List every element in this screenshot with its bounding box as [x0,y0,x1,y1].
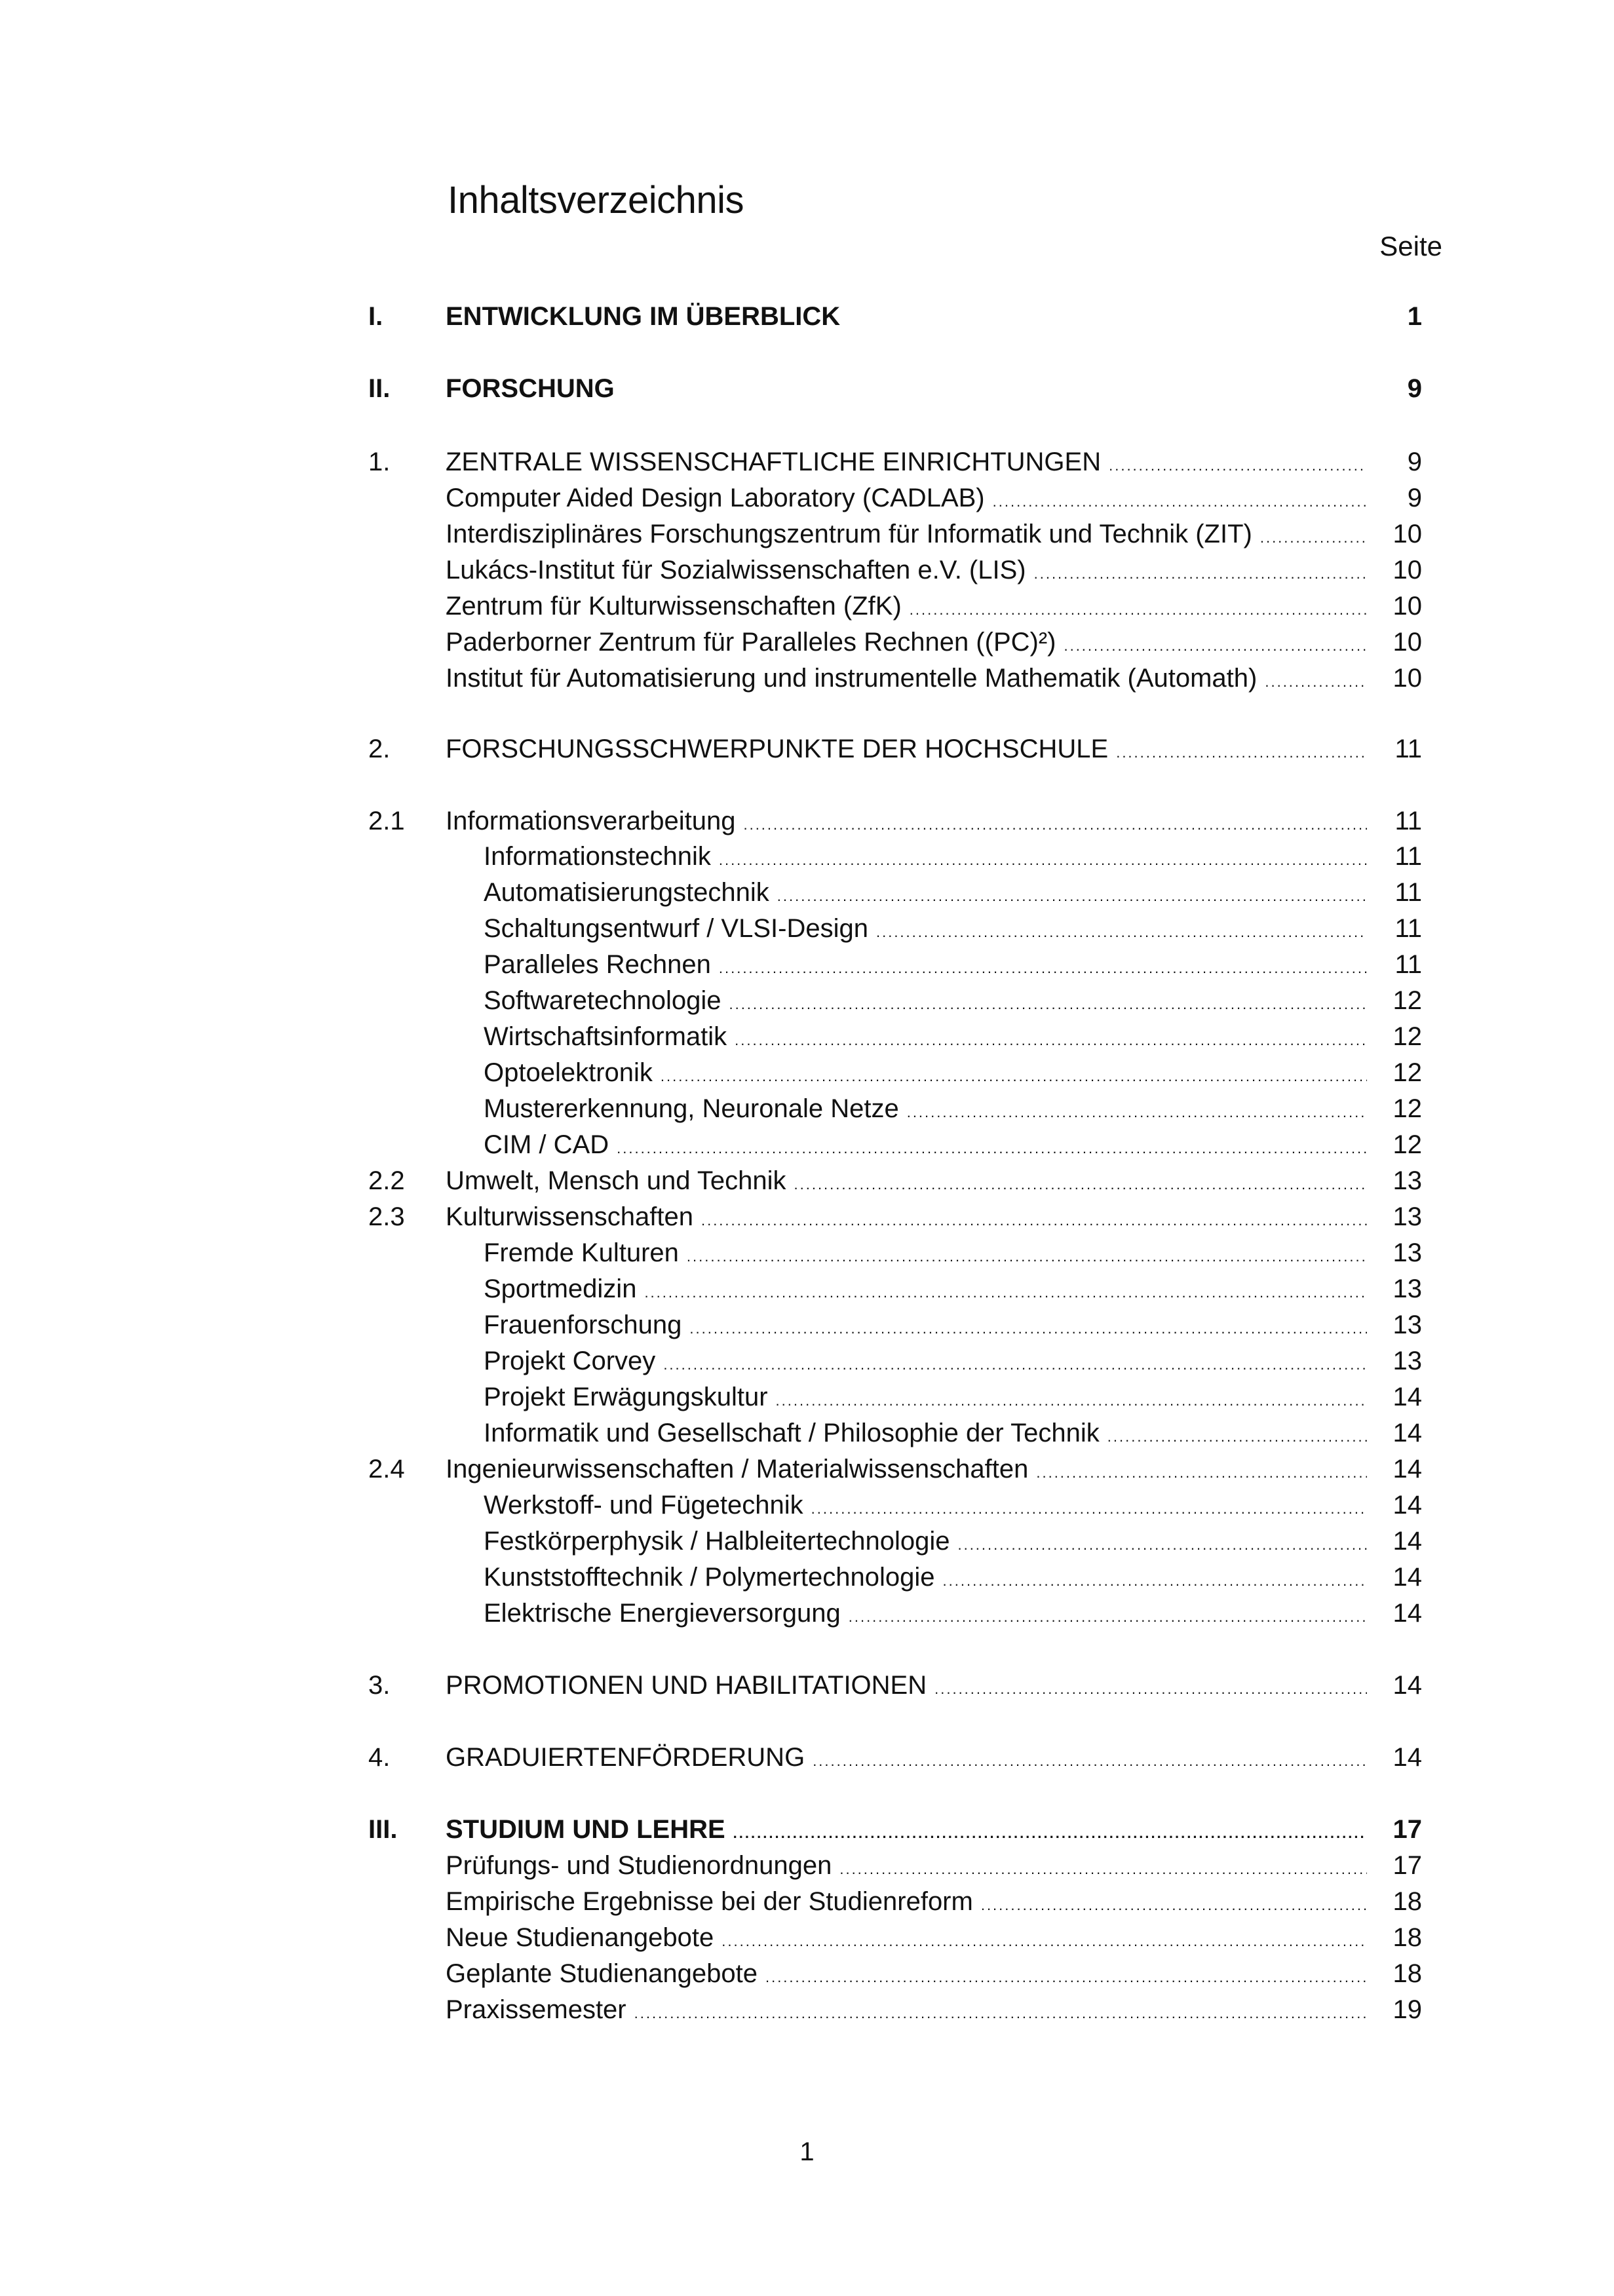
toc-entry-label: Paderborner Zentrum für Paralleles Rechnen ((PC)²) [446,628,1056,657]
toc-entry-label: Institut für Automatisierung und instrumentelle Mathematik (Automath) [446,664,1258,693]
toc-entry-label: Softwaretechnologie [484,986,721,1015]
toc-entry-number: II. [368,374,391,403]
dot-leader [839,1853,1367,1886]
toc-entry [484,840,1422,873]
toc-entry-label: Praxissemester [446,1995,626,2024]
toc-entry [484,1020,1422,1053]
toc-entry [368,1164,1422,1197]
toc-entry-label: Zentrum für Kulturwissenschaften (ZfK) [446,592,902,621]
toc-entry-label: Wirtschaftsinformatik [484,1022,727,1051]
toc-entry [484,1489,1422,1521]
dot-leader [719,952,1367,985]
dot-leader [1034,558,1367,590]
dot-leader [1116,737,1367,769]
toc-entry-label: Festkörperphysik / Halbleitertechnologie [484,1527,950,1556]
toc-entry-label: Automatisierungstechnik [484,878,769,907]
toc-entry [446,662,1422,695]
toc-entry-number: III. [368,1815,398,1844]
toc-entry-page: 13 [1393,1274,1422,1303]
toc-entry-page: 14 [1393,1743,1422,1772]
toc-entry [484,1417,1422,1449]
toc-entry-label: Schaltungsentwurf / VLSI-Design [484,914,868,943]
toc-entry-label: Prüfungs- und Studienordnungen [446,1851,832,1880]
toc-entry-page: 11 [1394,807,1422,835]
dot-leader [765,1961,1367,1994]
dot-leader [910,594,1367,626]
toc-entry-label: CIM / CAD [484,1130,609,1159]
toc-entry-page: 11 [1394,878,1422,907]
toc-entry-label: PROMOTIONEN UND HABILITATIONEN [446,1671,927,1700]
toc-entry-page: 1 [1407,302,1422,331]
toc-entry-page: 11 [1394,842,1422,871]
dot-leader [733,1817,1367,1850]
dot-leader [663,1349,1367,1381]
toc-entry-page: 13 [1393,1166,1422,1195]
toc-entry-label: GRADUIERTENFÖRDERUNG [446,1743,805,1772]
dot-leader [1036,1457,1367,1489]
toc-entry-page: 10 [1393,556,1422,584]
dot-leader [644,1276,1367,1309]
toc-entry-label: Umwelt, Mensch und Technik [446,1166,786,1195]
toc-entry-page: 14 [1393,1563,1422,1592]
dot-leader [1265,666,1367,698]
toc-entry-label: Computer Aided Design Laboratory (CADLAB) [446,484,985,512]
dot-leader [849,1601,1367,1634]
dot-leader [957,1529,1367,1561]
toc-entry-page: 10 [1393,520,1422,548]
toc-entry-label: FORSCHUNGSSCHWERPUNKTE DER HOCHSCHULE [446,735,1109,763]
toc-entry-number: I. [368,302,383,331]
dot-leader [777,880,1367,913]
toc-entry [484,1056,1422,1089]
toc-entry-page: 12 [1393,986,1422,1015]
dot-leader [735,1024,1367,1057]
toc-entry [368,446,1422,478]
toc-entry-number: 2.2 [368,1166,405,1195]
dot-leader [719,844,1367,877]
toc-entry [446,1921,1422,1954]
toc-entry-number: 2.1 [368,807,405,835]
dot-leader [1064,630,1367,662]
toc-entry [446,482,1422,514]
dot-leader [634,1997,1367,2030]
toc-entry [446,554,1422,586]
toc-entry [484,984,1422,1017]
toc-entry-page: 13 [1393,1311,1422,1339]
toc-entry [368,805,1422,837]
toc-entry-label: Interdisziplinäres Forschungszentrum für Informatik und Technik (ZIT) [446,520,1252,548]
toc-entry-label: Mustererkennung, Neuronale Netze [484,1094,899,1123]
toc-entry-label: Kunststofftechnik / Polymertechnologie [484,1563,935,1592]
toc-entry-page: 17 [1393,1815,1422,1844]
toc-entry [368,1453,1422,1485]
toc-entry [446,1957,1422,1990]
page-title: Inhaltsverzeichnis [448,179,744,221]
dot-leader [743,809,1367,841]
toc-entry [484,912,1422,945]
toc-entry [368,1669,1422,1702]
dot-leader [981,1889,1367,1922]
toc-entry-page: 9 [1407,484,1422,512]
toc-entry-label: Neue Studienangebote [446,1923,714,1952]
toc-entry-page: 9 [1407,448,1422,476]
toc-entry-page: 12 [1393,1130,1422,1159]
toc-entry-label: Werkstoff- und Fügetechnik [484,1491,803,1520]
toc-entry-label: Informationstechnik [484,842,711,871]
toc-entry [484,948,1422,981]
toc-entry-page: 10 [1393,628,1422,657]
toc-entry-label: Paralleles Rechnen [484,950,711,979]
toc-entry [446,626,1422,659]
toc-entry-page: 12 [1393,1022,1422,1051]
dot-leader [776,1385,1367,1417]
toc-entry [484,876,1422,909]
toc-entry-page: 14 [1393,1671,1422,1700]
toc-entry [368,1200,1422,1233]
toc-entry [446,518,1422,550]
toc-entry-page: 13 [1393,1238,1422,1267]
toc-entry-page: 13 [1393,1347,1422,1375]
dot-leader [794,1168,1368,1201]
dot-leader [993,486,1367,518]
toc-entry [368,1741,1422,1774]
page-column-header: Seite [1379,231,1442,261]
toc-entry [368,300,1422,333]
page-number-footer: 1 [799,2137,815,2166]
toc-entry-label: Ingenieurwissenschaften / Materialwissenschaften [446,1455,1029,1483]
toc-entry-label: Geplante Studienangebote [446,1959,758,1988]
dot-leader [876,916,1367,949]
toc-entry-label: Empirische Ergebnisse bei der Studienreform [446,1887,973,1916]
toc-entry-page: 17 [1393,1851,1422,1880]
dot-leader [617,1132,1367,1165]
toc-entry-label: ZENTRALE WISSENSCHAFTLICHE EINRICHTUNGEN [446,448,1102,476]
dot-leader [1260,522,1367,554]
toc-entry-label: Informationsverarbeitung [446,807,736,835]
toc-entry-number: 2. [368,735,391,763]
toc-entry [446,1993,1422,2026]
dot-leader [701,1204,1367,1237]
toc-entry-page: 14 [1393,1599,1422,1628]
toc-entry-label: FORSCHUNG [446,374,615,403]
dot-leader [729,988,1367,1021]
toc-entry [484,1092,1422,1125]
dot-leader [1107,1421,1367,1453]
toc-entry [368,1813,1422,1846]
toc-entry [484,1561,1422,1594]
dot-leader [934,1673,1367,1706]
toc-entry-page: 14 [1393,1383,1422,1411]
dot-leader [661,1060,1367,1093]
dot-leader [907,1096,1367,1129]
toc-entry [484,1128,1422,1161]
toc-entry-page: 10 [1393,664,1422,693]
dot-leader [1109,450,1367,482]
toc-entry-page: 14 [1393,1455,1422,1483]
dot-leader [721,1925,1367,1958]
toc-entry-label: Informatik und Gesellschaft / Philosophie der Technik [484,1419,1100,1447]
toc-entry [484,1345,1422,1377]
toc-entry [446,1849,1422,1882]
toc-entry-page: 11 [1394,914,1422,943]
toc-entry [446,1885,1422,1918]
toc-entry [484,1525,1422,1558]
dot-leader [687,1240,1367,1273]
toc-entry-page: 12 [1393,1058,1422,1087]
toc-entry-page: 14 [1393,1419,1422,1447]
toc-entry-label: Kulturwissenschaften [446,1202,693,1231]
toc-entry [484,1236,1422,1269]
toc-entry [484,1381,1422,1413]
toc-entry-label: ENTWICKLUNG IM ÜBERBLICK [446,302,841,331]
toc-entry-label: Lukács-Institut für Sozialwissenschaften e.V. (LIS) [446,556,1026,584]
toc-entry-page: 9 [1407,374,1422,403]
dot-leader [689,1312,1367,1345]
toc-entry [484,1309,1422,1341]
toc-entry-page: 18 [1393,1887,1422,1916]
toc-entry-page: 14 [1393,1527,1422,1556]
toc-entry [446,590,1422,622]
toc-entry-page: 18 [1393,1923,1422,1952]
toc-entry-label: Elektrische Energieversorgung [484,1599,841,1628]
toc-entry-label: Sportmedizin [484,1274,637,1303]
toc-entry-page: 19 [1393,1995,1422,2024]
toc-entry-page: 11 [1394,735,1422,763]
toc-entry-number: 2.3 [368,1202,405,1231]
toc-entry-label: STUDIUM UND LEHRE [446,1815,725,1844]
toc-entry-number: 4. [368,1743,391,1772]
toc-entry [484,1597,1422,1630]
toc-entry-label: Optoelektronik [484,1058,653,1087]
toc-entry-page: 11 [1394,950,1422,979]
toc-entry-number: 3. [368,1671,391,1700]
toc-entry-page: 10 [1393,592,1422,621]
toc-entry-number: 1. [368,448,391,476]
toc-entry-page: 13 [1393,1202,1422,1231]
toc-entry-page: 14 [1393,1491,1422,1520]
toc-entry [368,372,1422,405]
toc-entry-label: Projekt Erwägungskultur [484,1383,768,1411]
toc-entry-number: 2.4 [368,1455,405,1483]
toc-entry-label: Projekt Corvey [484,1347,656,1375]
toc-entry-page: 18 [1393,1959,1422,1988]
toc-entry [484,1272,1422,1305]
dot-leader [943,1565,1367,1598]
toc-entry-label: Frauenforschung [484,1311,682,1339]
dot-leader [811,1493,1367,1525]
dot-leader [813,1745,1367,1778]
toc-entry [368,733,1422,765]
toc-entry-label: Fremde Kulturen [484,1238,679,1267]
toc-entry-page: 12 [1393,1094,1422,1123]
